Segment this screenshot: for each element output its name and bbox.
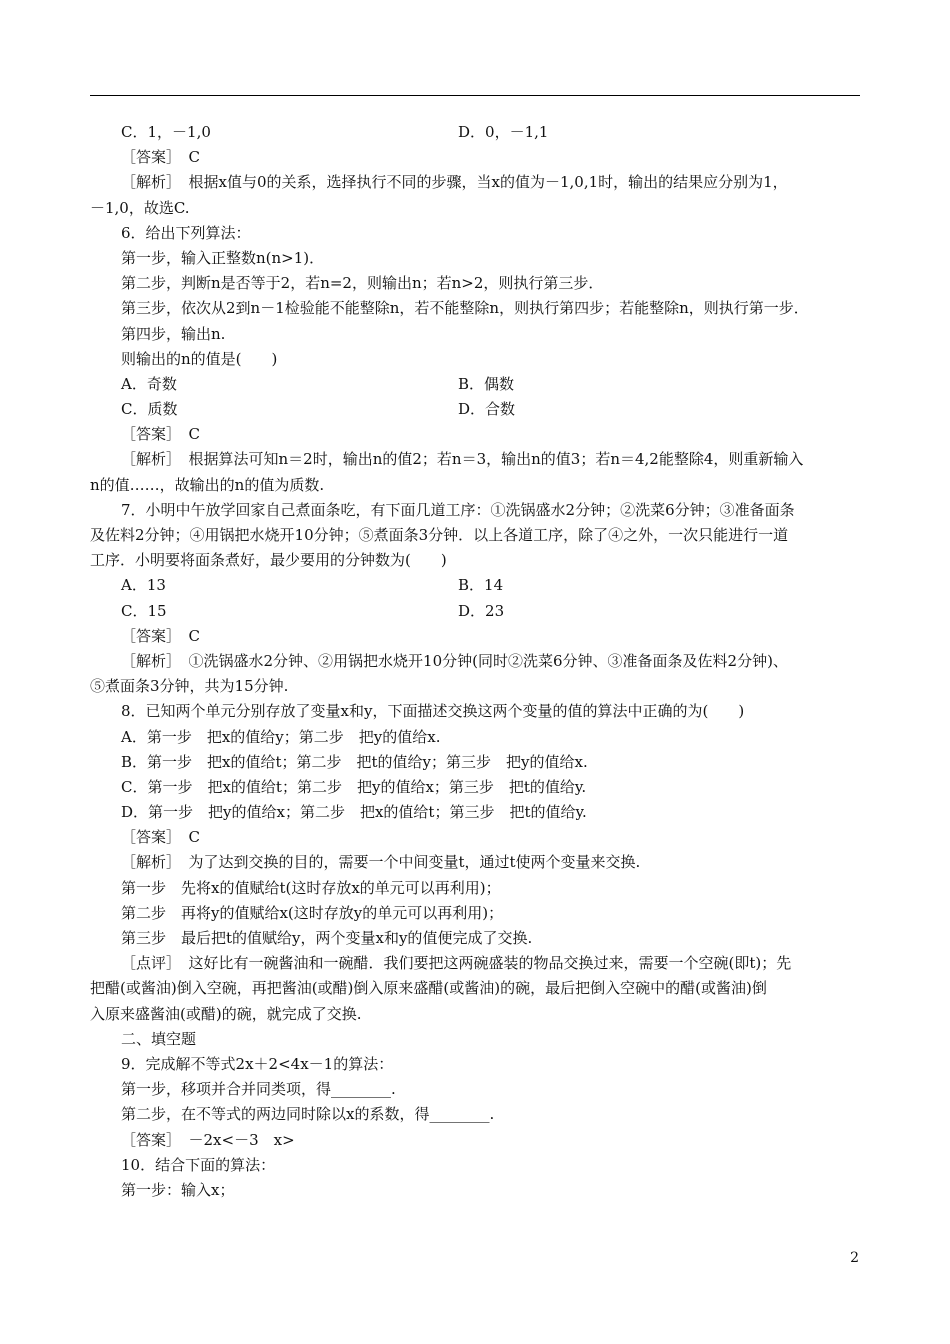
option-left: A．13 <box>121 576 166 595</box>
text-line: 8．已知两个单元分别存放了变量x和y，下面描述交换这两个变量的值的算法中正确的为( ) <box>121 702 745 721</box>
text-line: ［解析］ 为了达到交换的目的，需要一个中间变量t，通过t使两个变量来交换. <box>121 853 641 872</box>
text-line: 则输出的n的值是( ) <box>121 349 278 368</box>
text-line: 第一步，输入正整数n(n>1)． <box>121 248 325 267</box>
option-right: D．0，－1,1 <box>458 123 549 141</box>
text-line: ［解析］ 根据x值与0的关系，选择执行不同的步骤，当x的值为－1,0,1时，输出的结果应分别为1， <box>121 173 788 192</box>
text-line: 9．完成解不等式2x＋2<4x－1的算法： <box>121 1054 394 1073</box>
text-line: ［点评］ 这好比有一碗酱油和一碗醋．我们要把这两碗盛装的物品交换过来，需要一个空碗(即t)；先 <box>121 954 792 973</box>
text-line: C．第一步 把x的值给t；第二步 把y的值给x；第三步 把t的值给y. <box>121 777 587 796</box>
text-line: 入原来盛酱油(或醋)的碗，就完成了交换. <box>90 1004 362 1023</box>
text-line: 二、填空题 <box>121 1029 197 1048</box>
text-line: 第一步：输入x； <box>121 1180 235 1199</box>
header-rule <box>90 95 860 96</box>
text-line: 6．给出下列算法： <box>121 223 251 242</box>
text-line: D．第一步 把y的值给x；第二步 把x的值给t；第三步 把t的值给y. <box>121 803 587 822</box>
option-right: D．23 <box>458 601 505 620</box>
text-line: 把醋(或酱油)倒入空碗，再把酱油(或醋)倒入原来盛醋(或酱油)的碗，最后把倒入空碗中的醋(或酱油)倒 <box>90 979 767 998</box>
text-line: n的值……，故输出的n的值为质数. <box>90 475 325 494</box>
text-line: 第一步 先将x的值赋给t(这时存放x的单元可以再利用)； <box>121 878 501 897</box>
text-line <box>90 599 860 624</box>
text-line: －1,0，故选C. <box>90 198 190 217</box>
text-line: 第四步，输出n. <box>121 324 226 343</box>
text-line: 7．小明中午放学回家自己煮面条吃，有下面几道工序：①洗锅盛水2分钟；②洗菜6分钟；③准备面条 <box>121 500 795 519</box>
text-line: 10．结合下面的算法： <box>121 1155 276 1174</box>
document-body <box>90 120 860 1203</box>
text-line: 及佐料2分钟；④用锅把水烧开10分钟；⑤煮面条3分钟．以上各道工序，除了④之外，一次只能进行一道 <box>90 526 789 544</box>
text-line <box>90 372 860 397</box>
text-line: B．第一步 把x的值给t；第二步 把t的值给y；第三步 把y的值给x. <box>121 752 588 771</box>
text-line: 第三步，依次从2到n－1检验能不能整除n，若不能整除n，则执行第四步；若能整除n，则执行第一步． <box>121 299 809 318</box>
text-line <box>90 397 860 422</box>
text-line: ［解析］ 根据算法可知n＝2时，输出n的值2；若n＝3，输出n的值3；若n＝4,2能整除4，则重新输入 <box>121 450 804 469</box>
option-right: B．偶数 <box>458 374 515 393</box>
text-line: ［答案］ C <box>121 425 200 444</box>
text-line: ［答案］ －2x<－3 x> <box>121 1130 295 1149</box>
text-line: ［解析］ ①洗锅盛水2分钟、②用锅把水烧开10分钟(同时②洗菜6分钟、③准备面条及佐料2分钟)、 <box>121 651 788 670</box>
text-line: 工序．小明要将面条煮好，最少要用的分钟数为( ) <box>90 551 447 570</box>
option-left: C．1，－1,0 <box>121 123 211 141</box>
text-line: 第二步，在不等式的两边同时除以x的系数，得________. <box>121 1105 495 1124</box>
text-line: 第三步 最后把t的值赋给y，两个变量x和y的值便完成了交换. <box>121 929 533 947</box>
option-left: C．质数 <box>121 400 178 419</box>
text-line: 第二步 再将y的值赋给x(这时存放y的单元可以再利用)； <box>121 903 504 922</box>
text-line <box>90 120 860 145</box>
text-line: ⑤煮面条3分钟，共为15分钟. <box>90 677 289 696</box>
text-line: A．第一步 把x的值给y；第二步 把y的值给x. <box>121 727 441 746</box>
text-line <box>90 573 860 598</box>
text-line: 第一步，移项并合并同类项，得________. <box>121 1080 396 1099</box>
text-line: ［答案］ C <box>121 148 200 167</box>
option-right: D．合数 <box>458 400 516 419</box>
page-number: 2 <box>850 1250 859 1266</box>
text-line: ［答案］ C <box>121 828 200 847</box>
text-line: ［答案］ C <box>121 626 200 645</box>
text-line: 第二步，判断n是否等于2，若n=2，则输出n；若n>2，则执行第三步． <box>121 274 604 293</box>
option-left: A．奇数 <box>121 374 177 393</box>
option-right: B．14 <box>458 576 504 595</box>
option-left: C．15 <box>121 601 167 620</box>
